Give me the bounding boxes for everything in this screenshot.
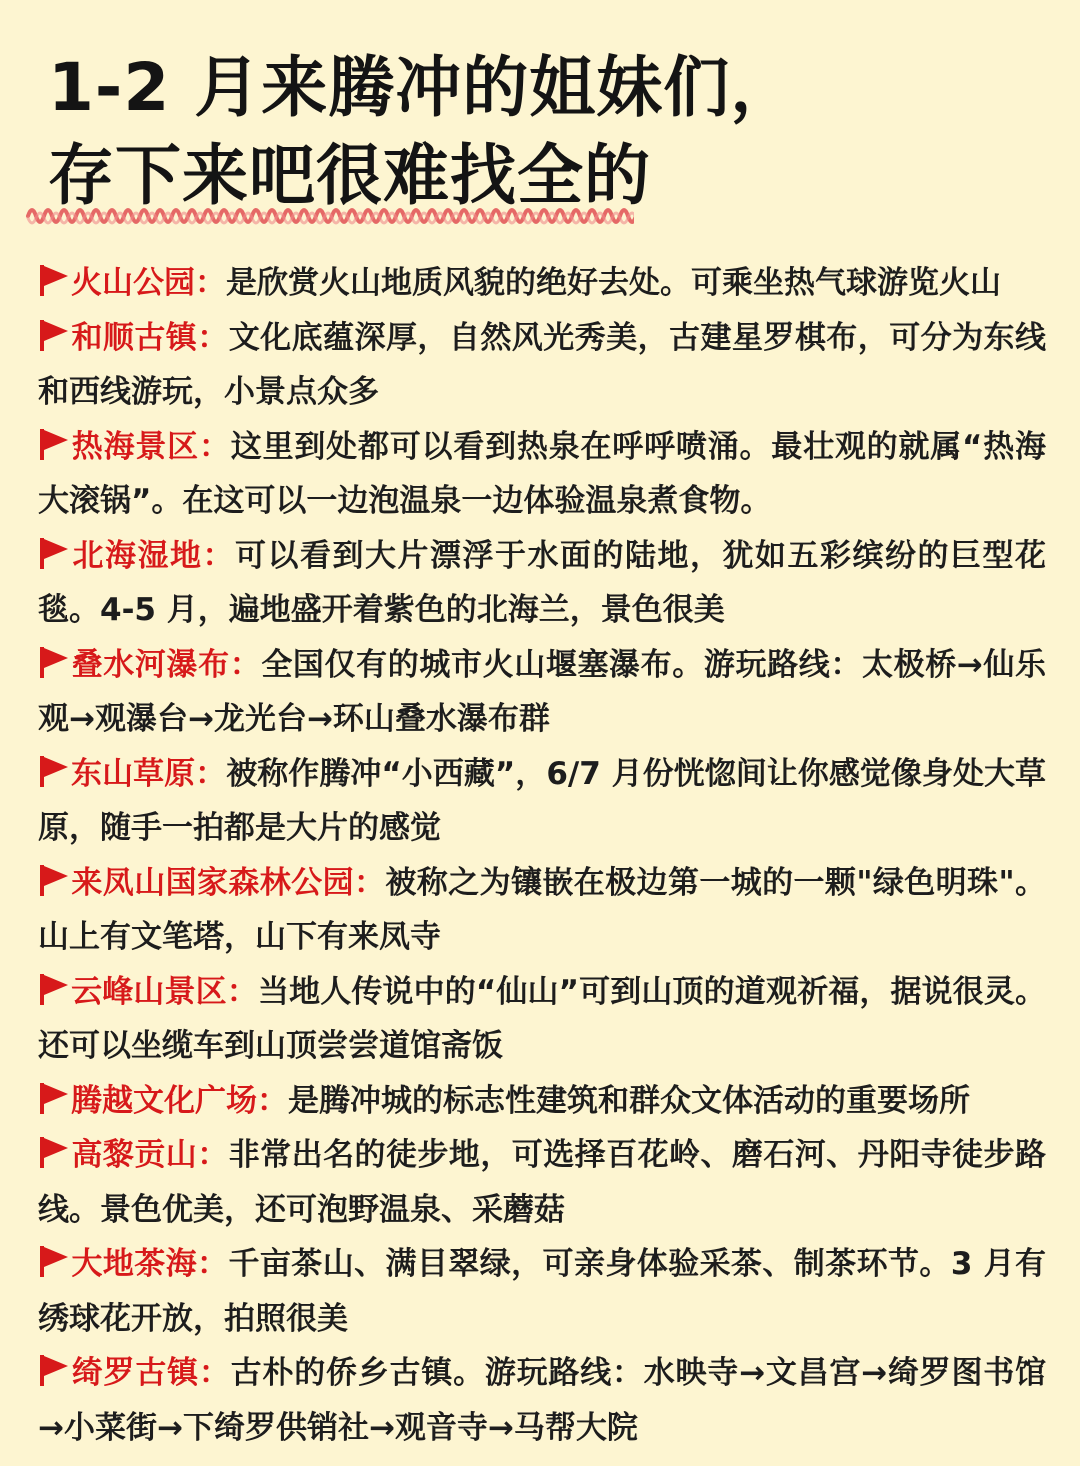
list-item bbox=[38, 1237, 1046, 1346]
list-item bbox=[38, 638, 1046, 747]
attraction-name: 大地茶海 bbox=[71, 1246, 198, 1282]
title-line-1: 1-2 月来腾冲的姐妹们， bbox=[48, 49, 798, 126]
red-flag-icon bbox=[38, 753, 71, 789]
attraction-description: 当地人传说中的“仙山”可到山顶的道观祈福，据说很灵。还可以坐缆车到山顶尝尝道馆斋饭 bbox=[38, 973, 1047, 1064]
attraction-separator: ： bbox=[198, 428, 231, 465]
list-item bbox=[38, 856, 1046, 965]
attraction-name: 腾越文化广场 bbox=[71, 1082, 257, 1119]
wavy-underline-decoration bbox=[22, 196, 634, 236]
attraction-name: 和顺古镇 bbox=[71, 319, 198, 356]
red-flag-icon bbox=[38, 1243, 71, 1279]
attraction-separator: ： bbox=[197, 1137, 229, 1173]
attraction-description: 是腾冲城的标志性建筑和群众文体活动的重要场所 bbox=[288, 1082, 970, 1119]
attraction-description: 是欣赏火山地质风貌的绝好去处。可乘坐热气球游览火山 bbox=[226, 265, 1001, 301]
attraction-separator: ： bbox=[202, 537, 235, 574]
attraction-separator: ： bbox=[197, 1246, 229, 1282]
list-item bbox=[38, 420, 1046, 529]
attraction-separator: ： bbox=[229, 646, 262, 683]
attraction-name: 热海景区 bbox=[71, 428, 199, 465]
red-flag-icon bbox=[38, 971, 71, 1007]
attraction-separator: ： bbox=[353, 864, 386, 901]
red-flag-icon bbox=[38, 862, 71, 898]
page-title bbox=[48, 44, 1028, 220]
red-flag-icon bbox=[38, 644, 71, 680]
list-item bbox=[38, 1074, 1046, 1129]
list-item bbox=[38, 1128, 1046, 1237]
red-flag-icon bbox=[38, 1080, 71, 1116]
attraction-description: 被称作腾冲“小西藏”，6/7 月份恍惚间让你感觉像身处大草原，随手一拍都是大片的感觉 bbox=[38, 755, 1047, 846]
list-item bbox=[38, 747, 1046, 856]
attraction-name: 叠水河瀑布 bbox=[71, 646, 230, 683]
list-item bbox=[38, 529, 1046, 638]
red-flag-icon bbox=[38, 1352, 71, 1388]
attraction-separator: ： bbox=[197, 319, 229, 356]
attraction-description: 全国仅有的城市火山堰塞瀑布。游玩路线：太极桥→仙乐观→观瀑台→龙光台→环山叠水瀑布群 bbox=[38, 646, 1047, 737]
attraction-separator: ： bbox=[195, 265, 226, 301]
attraction-name: 火山公园 bbox=[71, 265, 195, 301]
attraction-list bbox=[38, 256, 1046, 1455]
attraction-description: 非常出名的徒步地，可选择百花岭、磨石河、丹阳寺徒步路线。景色优美，还可泡野温泉、采蘑菇 bbox=[38, 1137, 1047, 1228]
red-flag-icon bbox=[38, 535, 71, 571]
list-item bbox=[38, 311, 1046, 420]
attraction-separator: ： bbox=[195, 755, 227, 792]
attraction-description: 千亩茶山、满目翠绿，可亲身体验采茶、制茶环节。3 月有绣球花开放，拍照很美 bbox=[38, 1246, 1047, 1337]
red-flag-icon bbox=[38, 1134, 71, 1170]
attraction-separator: ： bbox=[257, 1082, 288, 1119]
red-flag-icon bbox=[38, 317, 71, 353]
attraction-name: 北海湿地 bbox=[71, 537, 203, 574]
red-flag-icon bbox=[38, 426, 71, 462]
list-item bbox=[38, 256, 1046, 311]
attraction-separator: ： bbox=[226, 973, 258, 1010]
attraction-name: 绮罗古镇 bbox=[71, 1355, 199, 1391]
attraction-description: 这里到处都可以看到热泉在呼呼喷涌。最壮观的就属“热海大滚锅”。在这可以一边泡温泉一边体验温泉煮食物。 bbox=[38, 428, 1047, 519]
attraction-description: 被称之为镶嵌在极边第一城的一颗"绿色明珠"。山上有文笔塔，山下有来凤寺 bbox=[38, 864, 1047, 955]
red-flag-icon bbox=[38, 262, 71, 298]
attraction-description: 古朴的侨乡古镇。游玩路线：水映寺→文昌宫→绮罗图书馆→小菜街→下绮罗供销社→观音寺→马帮大院 bbox=[38, 1355, 1047, 1446]
attraction-name: 来凤山国家森林公园 bbox=[71, 864, 354, 901]
title-line-2: 存下来吧很难找全的 bbox=[48, 137, 651, 214]
attraction-name: 云峰山景区 bbox=[71, 973, 227, 1010]
attraction-name: 东山草原 bbox=[71, 755, 196, 792]
list-item bbox=[38, 965, 1046, 1074]
attraction-name: 高黎贡山 bbox=[71, 1137, 198, 1173]
list-item bbox=[38, 1346, 1046, 1455]
attraction-separator: ： bbox=[198, 1355, 231, 1391]
attraction-description: 文化底蕴深厚，自然风光秀美，古建星罗棋布，可分为东线和西线游玩，小景点众多 bbox=[38, 319, 1047, 410]
attraction-description: 可以看到大片漂浮于水面的陆地，犹如五彩缤纷的巨型花毯。4-5 月，遍地盛开着紫色的北海兰，景色很美 bbox=[38, 537, 1046, 628]
